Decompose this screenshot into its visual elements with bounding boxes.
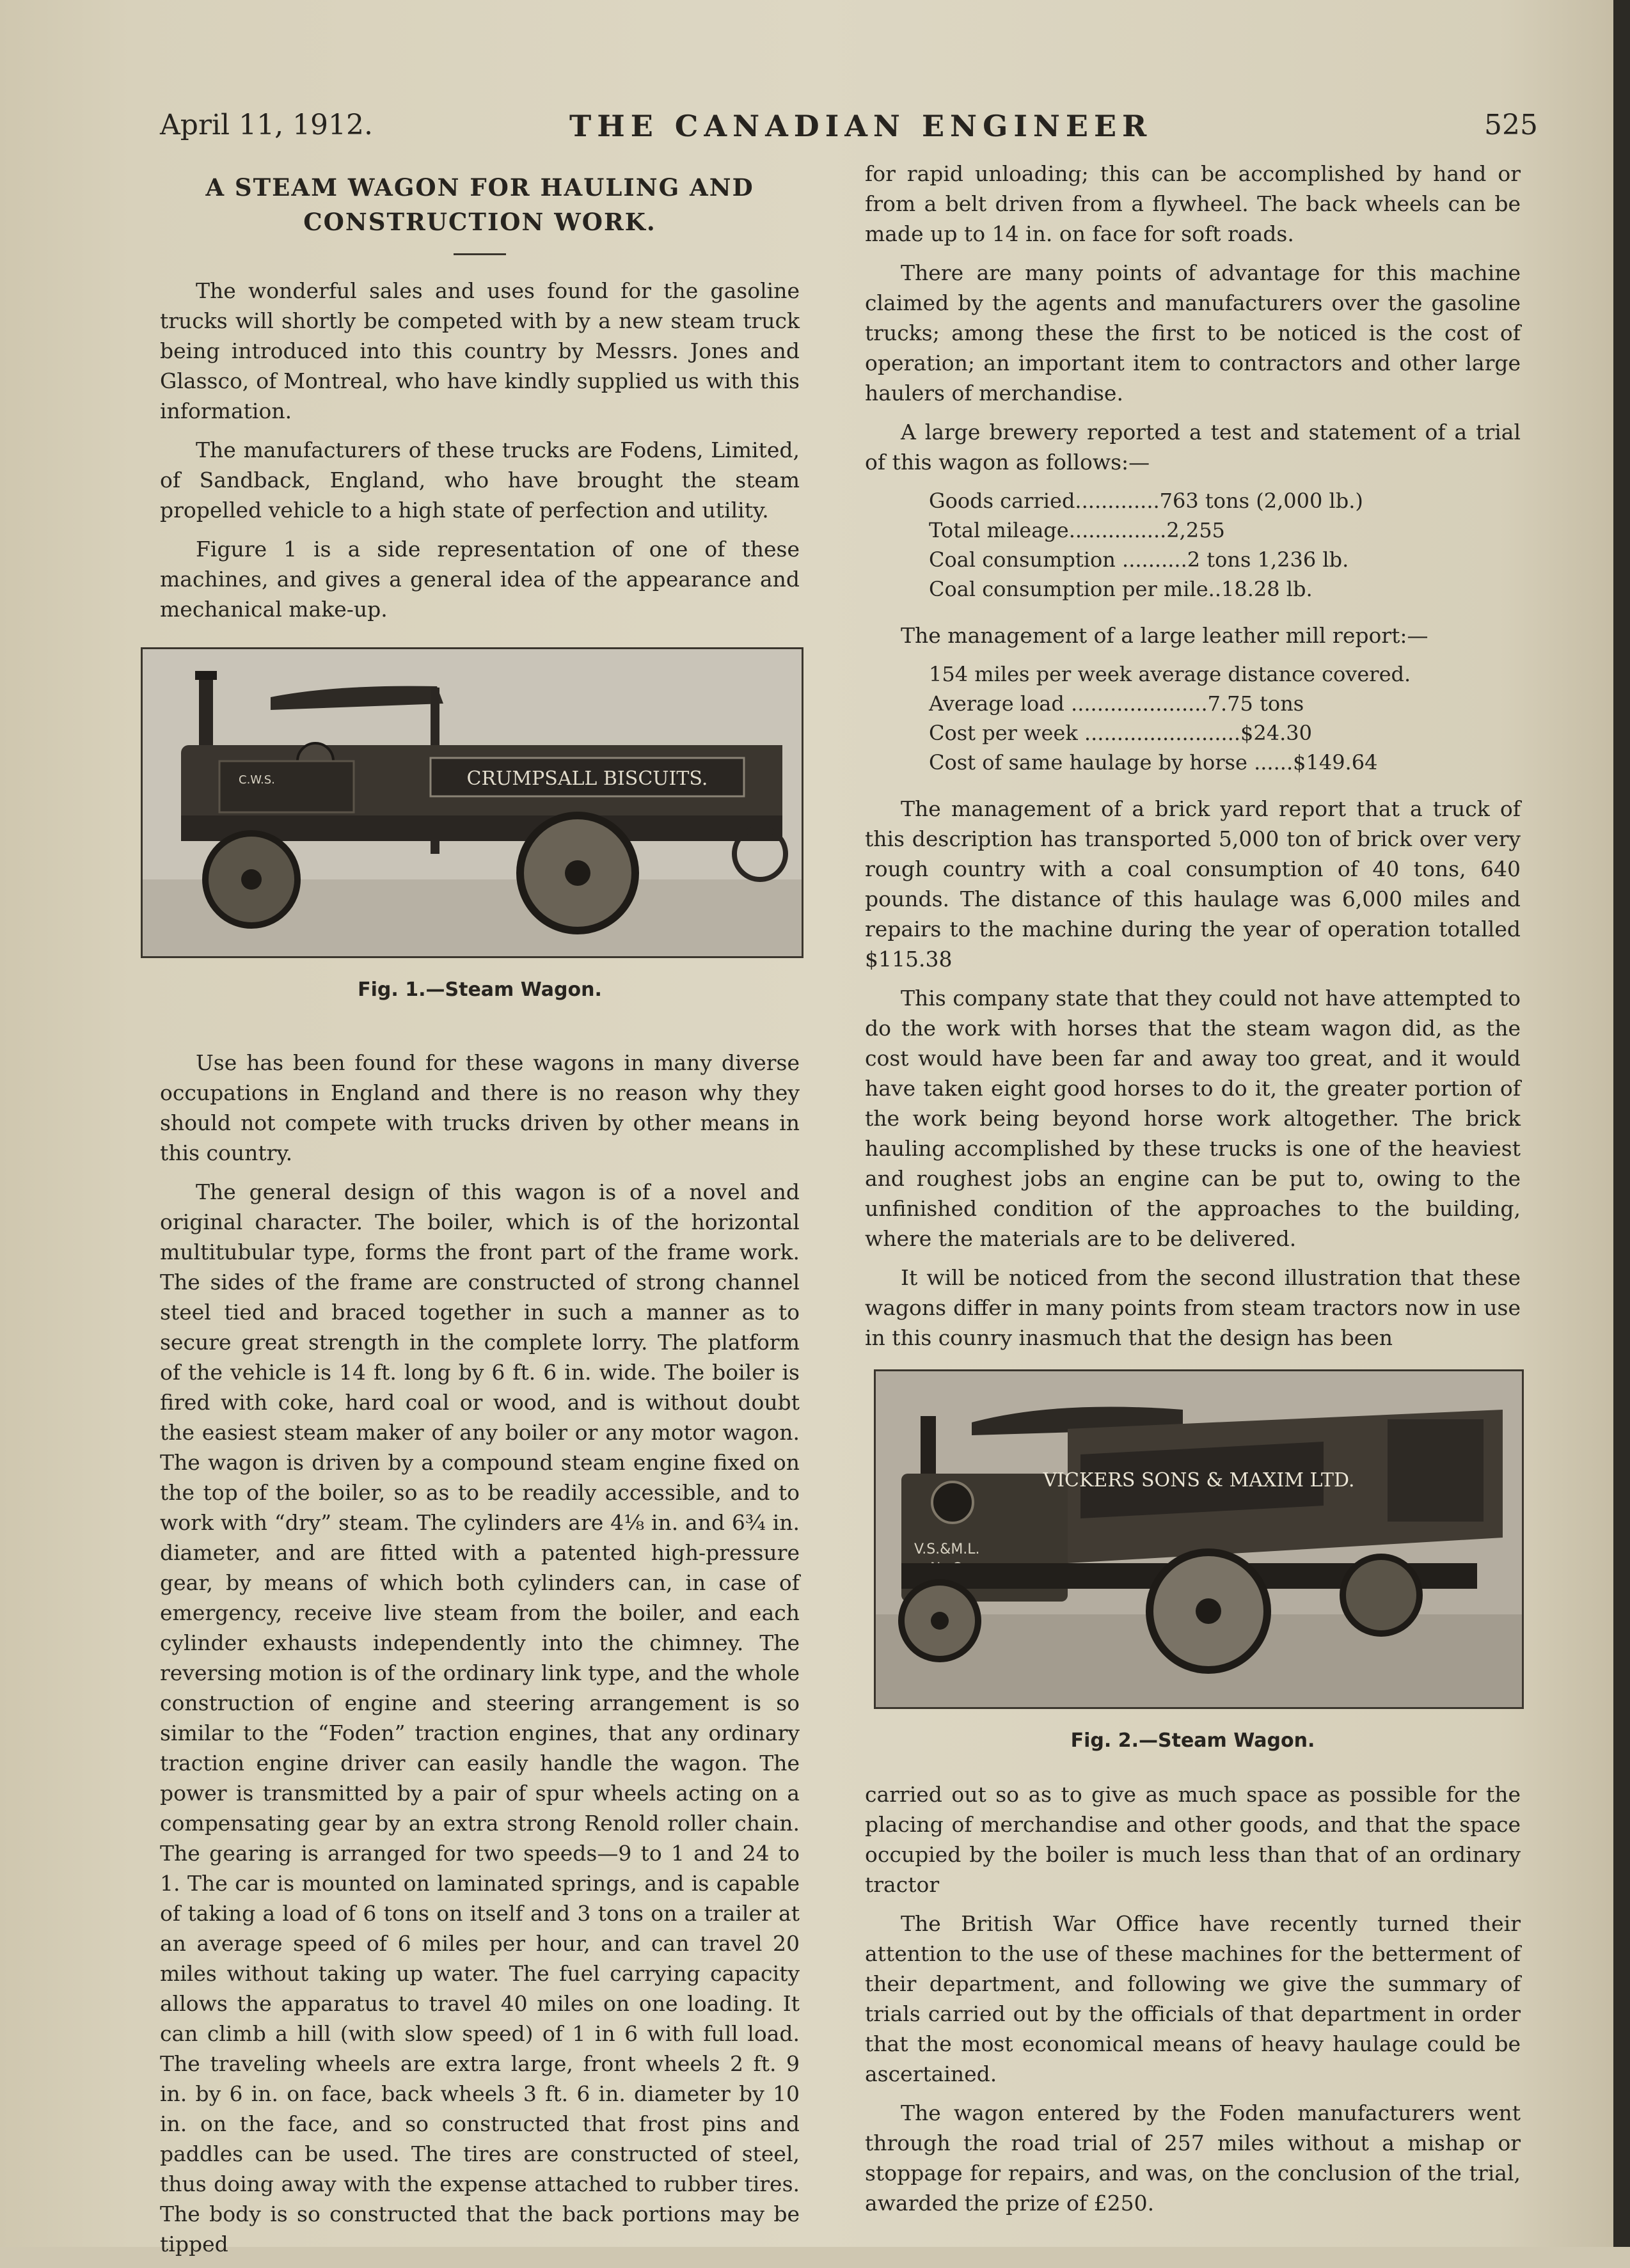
right-column (865, 159, 1521, 2227)
fig1-cab-label: C.W.S. (239, 773, 275, 787)
paragraph-figure-ref: Figure 1 is a side representation of one of these machines, and gives a general idea of the appearance and mechanical make-up. (160, 537, 800, 622)
fig1-side-sign: CRUMPSALL BISCUITS. (466, 768, 708, 790)
paragraph-brick-yard: The management of a brick yard report that a truck of this description has transported 5,000 ton of brick over very rough country with a coal consumption of 40 tons, 640 pounds. The distance of this haulage was 6,000 miles and repairs to the machine during the year of operation totalled $115.38 (865, 796, 1521, 972)
table-row: 154 miles per week average distance covered. (929, 662, 1411, 686)
figure-2-photo (874, 1369, 1524, 1709)
running-header (0, 109, 1630, 154)
figure-1-caption: Fig. 1.—Steam Wagon. (358, 979, 602, 1001)
figure-1-photo (141, 647, 803, 958)
paragraph-uses: Use has been found for these wagons in many diverse occupations in England and there is no reason why they should not compete with trucks driven by other means in this country. (160, 1050, 800, 1165)
table-row: Average load .....................7.75 tons (929, 691, 1304, 716)
steam-wagon-illustration-1 (143, 649, 802, 956)
table-row: Goods carried.............763 tons (2,000 lb.) (929, 489, 1363, 513)
article-title (160, 170, 800, 239)
table-row: Cost per week ........................$24.30 (929, 721, 1313, 745)
fig2-cab-label: V.S.&M.L. (914, 1541, 980, 1557)
fig2-rear-wheel (1150, 1552, 1267, 1670)
figure-2-caption: Fig. 2.—Steam Wagon. (1070, 1729, 1315, 1752)
fig2-side-sign: VICKERS SONS & MAXIM LTD. (1043, 1469, 1355, 1492)
title-rule (454, 253, 506, 255)
left-column (160, 170, 800, 2268)
paragraph-unloading: for rapid unloading; this can be accomplished by hand or from a belt driven from a flywheel. The back wheels can be made up to 14 in. on face for soft roads. (865, 161, 1521, 246)
paragraph-manufacturers: The manufacturers of these trucks are Fodens, Limited, of Sandback, England, who have brought the steam propelled vehicle to a high state of perfection and utility. (160, 437, 800, 523)
paragraph-design: The general design of this wagon is of a novel and original character. The boiler, which is of the horizontal multitubular type, forms the front part of the frame work. The sides of the frame are constructed of strong channel steel tied and braced together in such a manner as to secure great strength in the complete lorry. The platform of the vehicle is 14 ft. long by 6 ft. 6 in. wide. The boiler is fired with coke, hard coal or wood, and is without doubt the easiest steam maker of any boiler or any motor wagon. The wagon is driven by a compound steam engine fixed on the top of the boiler, so as to be readily accessible, and to work with “dry” steam. The cylinders are 4⅛ in. and 6¾ in. diameter, and are fitted with a patented high-pressure gear, by means of which both cylinders can, in case of emergency, receive live steam from the boiler, and each cylinder exhausts independently into the chimney. The reversing motion is of the ordinary link type, and the whole construction of engine and steering arrangement is so similar to the “Foden” traction engines, that any ordinary traction engine driver can easily handle the wagon. The power is transmitted by a pair of spur wheels acting on a compensating gear by an extra strong Renold roller chain. The gearing is arranged for two speeds—9 to 1 and 24 to 1. The car is mounted on laminated springs, and is capable of taking a load of 6 tons on itself and 3 tons on a trailer at an average speed of 6 miles per hour, and can travel 20 miles without taking up water. The fuel carrying capacity allows the apparatus to travel 40 miles on one loading. It can climb a hill (with slow speed) of 1 in 6 with full load. The traveling wheels are extra large, front wheels 2 ft. 9 in. by 6 in. on face, back wheels 3 ft. 6 in. diameter by 10 in. on the face, and so constructed that frost pins and paddles can be used. The tires are constructed of steel, thus doing away with the expense attached to rubber tires. The body is so constructed that the back portions may be tipped (160, 1179, 800, 2256)
table-row: Coal consumption ..........2 tons 1,236 lb. (929, 547, 1349, 572)
paragraph-second-illustration: It will be noticed from the second illustration that these wagons differ in many points from steam tractors now in use in this counry inasmuch that the design has been (865, 1265, 1521, 1350)
fig2-front-wheel (901, 1582, 978, 1659)
paragraph-brewery: A large brewery reported a test and statement of a trial of this wagon as follows:— (865, 420, 1521, 475)
paragraph-horses: This company state that they could not have attempted to do the work with horses that the steam wagon did, as the cost would have been far and away too great, and it would have taken eight good horses to do it, the greater portion of the work being beyond horse work altogether. The brick hauling accomplished by these trucks is one of the heaviest and roughest jobs an engine can be put to, owing to the unfinished condition of the approaches to the building, where the materials are to be delivered. (865, 986, 1521, 1251)
page-edge-shadow (1613, 0, 1630, 2247)
fig1-front-wheel (205, 833, 297, 925)
paragraph-leather-mill: The management of a large leather mill report:— (901, 623, 1428, 648)
steam-wagon-illustration-2 (876, 1371, 1522, 1707)
article-title-line1: A STEAM WAGON FOR HAULING AND (205, 173, 754, 201)
paragraph-road-trial: The wagon entered by the Foden manufacturers went through the road trial of 257 miles without a mishap or stoppage for repairs, and was, on the conclusion of the trial, awarded the prize of £250. (865, 2100, 1521, 2216)
paragraph-intro: The wonderful sales and uses found for the gasoline trucks will shortly be competed with by a new steam truck being introduced into this country by Messrs. Jones and Glassco, of Montreal, who have kindly supplied us with this information. (160, 278, 800, 423)
paragraph-space: carried out so as to give as much space as possible for the placing of merchandise and other goods, and that the space occupied by the boiler is much less than that of an ordinary tractor (865, 1782, 1521, 1897)
header-journal-title: THE CANADIAN ENGINEER (569, 109, 1153, 143)
header-date: April 11, 1912. (160, 109, 374, 141)
paragraph-war-office: The British War Office have recently turned their attention to the use of these machines for the betterment of their department, and following we give the summary of trials carried out by the officials of that department in order that the most economical means of heavy haulage could be ascertained. (865, 1911, 1521, 2086)
brewery-trial-table (865, 486, 1521, 604)
leather-mill-table (865, 659, 1521, 777)
paragraph-advantages: There are many points of advantage for this machine claimed by the agents and manufacturers over the gasoline trucks; among these the first to be noticed is the cost of operation; an important item to contractors and other large haulers of merchandise. (865, 260, 1521, 406)
header-page-number: 525 (1484, 109, 1538, 141)
fig1-rear-wheel (520, 815, 635, 931)
table-row: Cost of same haulage by horse ......$149.64 (929, 750, 1378, 775)
table-row: Coal consumption per mile..18.28 lb. (929, 577, 1313, 601)
table-row: Total mileage...............2,255 (929, 518, 1225, 542)
article-title-line2: CONSTRUCTION WORK. (303, 208, 656, 236)
